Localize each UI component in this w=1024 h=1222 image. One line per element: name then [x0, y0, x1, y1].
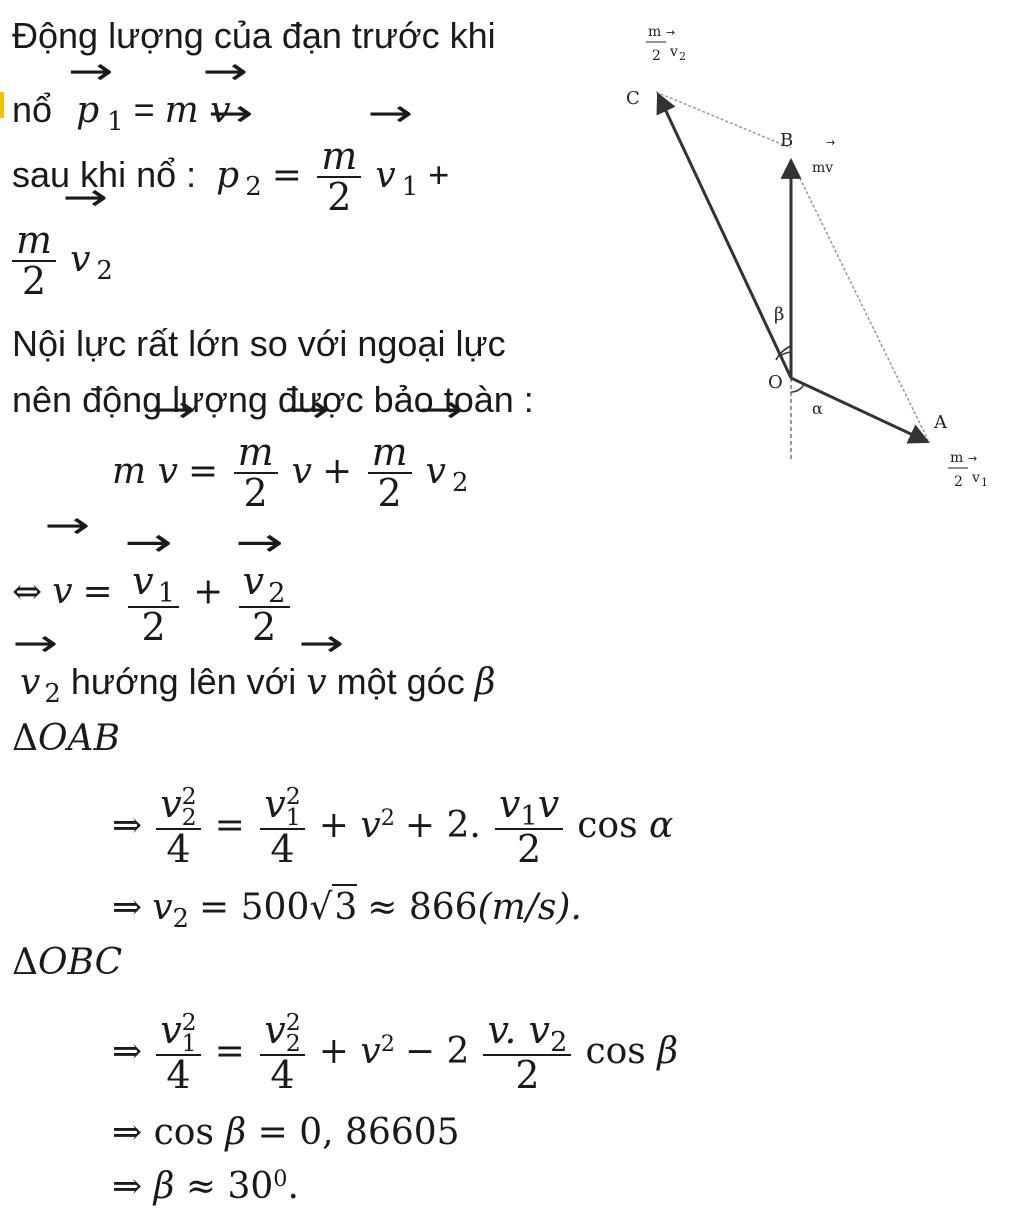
label-beta: β [774, 304, 785, 325]
label-v1-sub: 1 [981, 476, 988, 489]
result-v2: ⇒ $v_2 = 500√3 \approx 866(m/s)$. [112, 884, 582, 933]
momentum-after: sau khi nổ : → p $_2$ = $\frac{m}{2}$ → v $_1$ + [12, 130, 449, 224]
momentum-before: nổ → p $_1$ = m → v [12, 88, 231, 136]
angle-alpha-arc [791, 384, 804, 392]
velocity-equation: ⇔ → v = → $\frac{v _1}{2}$ + → $\frac{v _2}{2}$ [12, 540, 294, 648]
label-m-bottom: m [950, 450, 964, 466]
momentum-after-cont: $\frac{m}{2}$ → v $_2$ [12, 214, 113, 308]
highlight-marker [0, 92, 4, 118]
label-mv-arrow: → [826, 136, 836, 149]
text-conservation: nên động lượng được bảo toàn : [12, 379, 534, 420]
triangle-obc-heading: ΔOBC [12, 942, 123, 983]
label-v2: v [670, 44, 678, 60]
text-line-intro: Động lượng của đạn trước khi [12, 15, 496, 56]
label-o: O [768, 372, 783, 393]
conservation-equation: m → v = $\frac{m}{2}$ → v + $\frac{m}{2}$ → v $_2$ [112, 426, 468, 520]
dotted-line-ba [791, 160, 928, 440]
label-m-top: m [648, 24, 662, 40]
text-internal-force: Nội lực rất lớn so với ngoại lực [12, 323, 506, 364]
triangle-oab-heading: ΔOAB [12, 718, 120, 759]
label-v1: v [972, 470, 980, 486]
dotted-line-bc [656, 92, 791, 148]
direction-statement: → v $_2$ hướng lên với → v một góc β [12, 660, 496, 708]
label-v2-sub: 2 [679, 50, 686, 63]
label-b: B [780, 130, 794, 151]
law-of-cosines-obc: ⇒ v 2 1 4 = v 2 2 4 + $v^2 - 2$ $\frac{v. v_2}{2}$ cos β [112, 1007, 679, 1098]
result-beta: ⇒ $\beta \approx 30^0$. [112, 1165, 299, 1207]
label-2-top: 2 [652, 48, 661, 64]
vector-diagram [600, 0, 1024, 530]
label-mv: mv [812, 160, 834, 176]
label-arrow-top: → [666, 26, 676, 39]
label-arrow-bottom: → [968, 452, 978, 465]
vector-oc [658, 94, 794, 378]
label-c: C [626, 88, 640, 109]
label-a: A [934, 412, 947, 433]
result-cos-beta: ⇒ cos β = 0, 86605 [112, 1112, 460, 1153]
law-of-cosines-oab: ⇒ v 2 2 4 = v 2 1 4 + $v^2 + 2$. $\frac{v_1v}{2}$ cos α [112, 781, 674, 872]
label-2-bottom: 2 [954, 474, 963, 490]
label-alpha: α [812, 399, 823, 418]
